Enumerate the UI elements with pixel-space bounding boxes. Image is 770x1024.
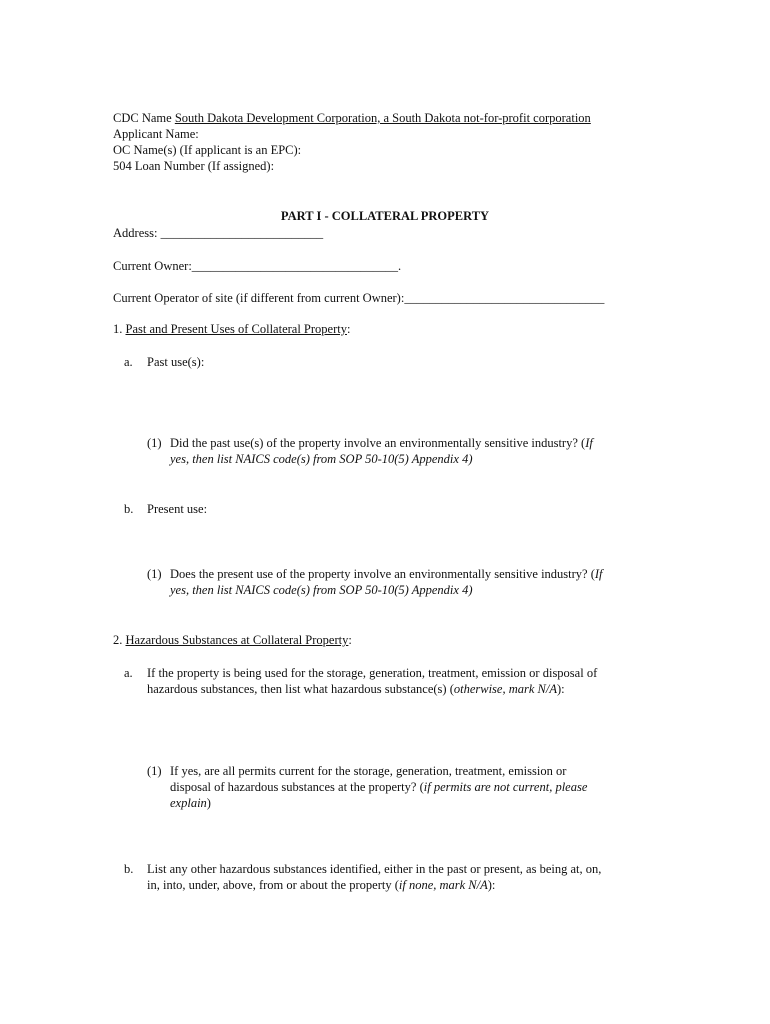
- present-use-question-line1: [170, 566, 603, 582]
- applicant-name-label: Applicant Name:: [113, 127, 199, 141]
- cdc-name-line: [113, 110, 591, 126]
- section1-b-marker: b.: [124, 502, 134, 516]
- section1-b1-marker: (1): [147, 567, 162, 581]
- permits-question-text: disposal of hazardous substances at the property? (: [170, 780, 424, 794]
- past-uses-question-text: Did the past use(s) of the property involve an environmentally sensitive industry? (: [170, 436, 586, 450]
- address-line: [113, 225, 323, 241]
- current-operator-label: Current Operator of site (if different from current Owner):: [113, 291, 405, 305]
- section1-a1-marker: (1): [147, 436, 162, 450]
- hazardous-storage-line2: [147, 681, 565, 697]
- section2-title: Hazardous Substances at Collateral Property: [125, 633, 349, 647]
- current-owner-blank: _________________________________.: [191, 259, 402, 273]
- section2-a1-marker: (1): [147, 764, 162, 778]
- part1-title: PART I - COLLATERAL PROPERTY: [280, 209, 490, 223]
- past-uses-label: Past use(s):: [147, 355, 205, 369]
- loan-number-label: 504 Loan Number (If assigned):: [113, 159, 275, 173]
- current-operator-line: [113, 290, 604, 306]
- present-use-question-line2: yes, then list NAICS code(s) from SOP 50-10(5) Appendix 4): [170, 583, 473, 597]
- section1-a-marker: a.: [124, 355, 133, 369]
- section2-heading: [113, 632, 352, 648]
- section1-colon: :: [346, 322, 351, 336]
- other-hazardous-line2: [147, 877, 495, 893]
- past-uses-question-line2: yes, then list NAICS code(s) from SOP 50-10(5) Appendix 4): [170, 452, 473, 466]
- section1-heading: [113, 321, 350, 337]
- current-owner-label: Current Owner:: [113, 259, 192, 273]
- section2-colon: :: [348, 633, 352, 647]
- other-hazardous-line1: List any other hazardous substances identified, either in the past or present, as being at, on,: [147, 862, 602, 876]
- section2-a-marker: a.: [124, 666, 133, 680]
- hazardous-storage-line1: If the property is being used for the storage, generation, treatment, emission or disposal of: [147, 666, 598, 680]
- hazardous-storage-text: hazardous substances, then list what hazardous substance(s) (: [147, 682, 454, 696]
- current-operator-blank: ________________________________: [404, 291, 605, 305]
- permits-question-close: ): [206, 796, 211, 810]
- permits-question-italic: if permits are not current, please: [423, 780, 588, 794]
- other-hazardous-post: ):: [487, 878, 496, 892]
- past-uses-question-line1: [170, 435, 593, 451]
- section1-number: 1.: [113, 322, 123, 336]
- permits-question-line3: [170, 795, 211, 811]
- cdc-name-label: CDC Name: [113, 111, 172, 125]
- section2-b-marker: b.: [124, 862, 134, 876]
- address-blank: __________________________: [160, 226, 324, 240]
- section1-title: Past and Present Uses of Collateral Property: [125, 322, 347, 336]
- cdc-name-value: South Dakota Development Corporation, a South Dakota not-for-profit corporation: [174, 111, 591, 125]
- past-uses-question-italic: If: [585, 436, 593, 450]
- other-hazardous-text: in, into, under, above, from or about the property (: [147, 878, 399, 892]
- permits-question-explain: explain: [170, 796, 207, 810]
- permits-question-line2: [170, 779, 587, 795]
- hazardous-storage-italic: otherwise, mark N/A: [453, 682, 557, 696]
- current-owner-line: [113, 258, 401, 274]
- present-use-question-text: Does the present use of the property involve an environmentally sensitive industry? (: [170, 567, 595, 581]
- present-use-question-italic: If: [594, 567, 603, 581]
- permits-question-line1: If yes, are all permits current for the storage, generation, treatment, emission or: [170, 764, 567, 778]
- address-label: Address:: [113, 226, 158, 240]
- other-hazardous-italic: if none, mark N/A: [398, 878, 488, 892]
- hazardous-storage-post: ):: [556, 682, 565, 696]
- section2-number: 2.: [113, 633, 123, 647]
- present-use-label: Present use:: [147, 502, 208, 516]
- oc-name-label: OC Name(s) (If applicant is an EPC):: [113, 143, 302, 157]
